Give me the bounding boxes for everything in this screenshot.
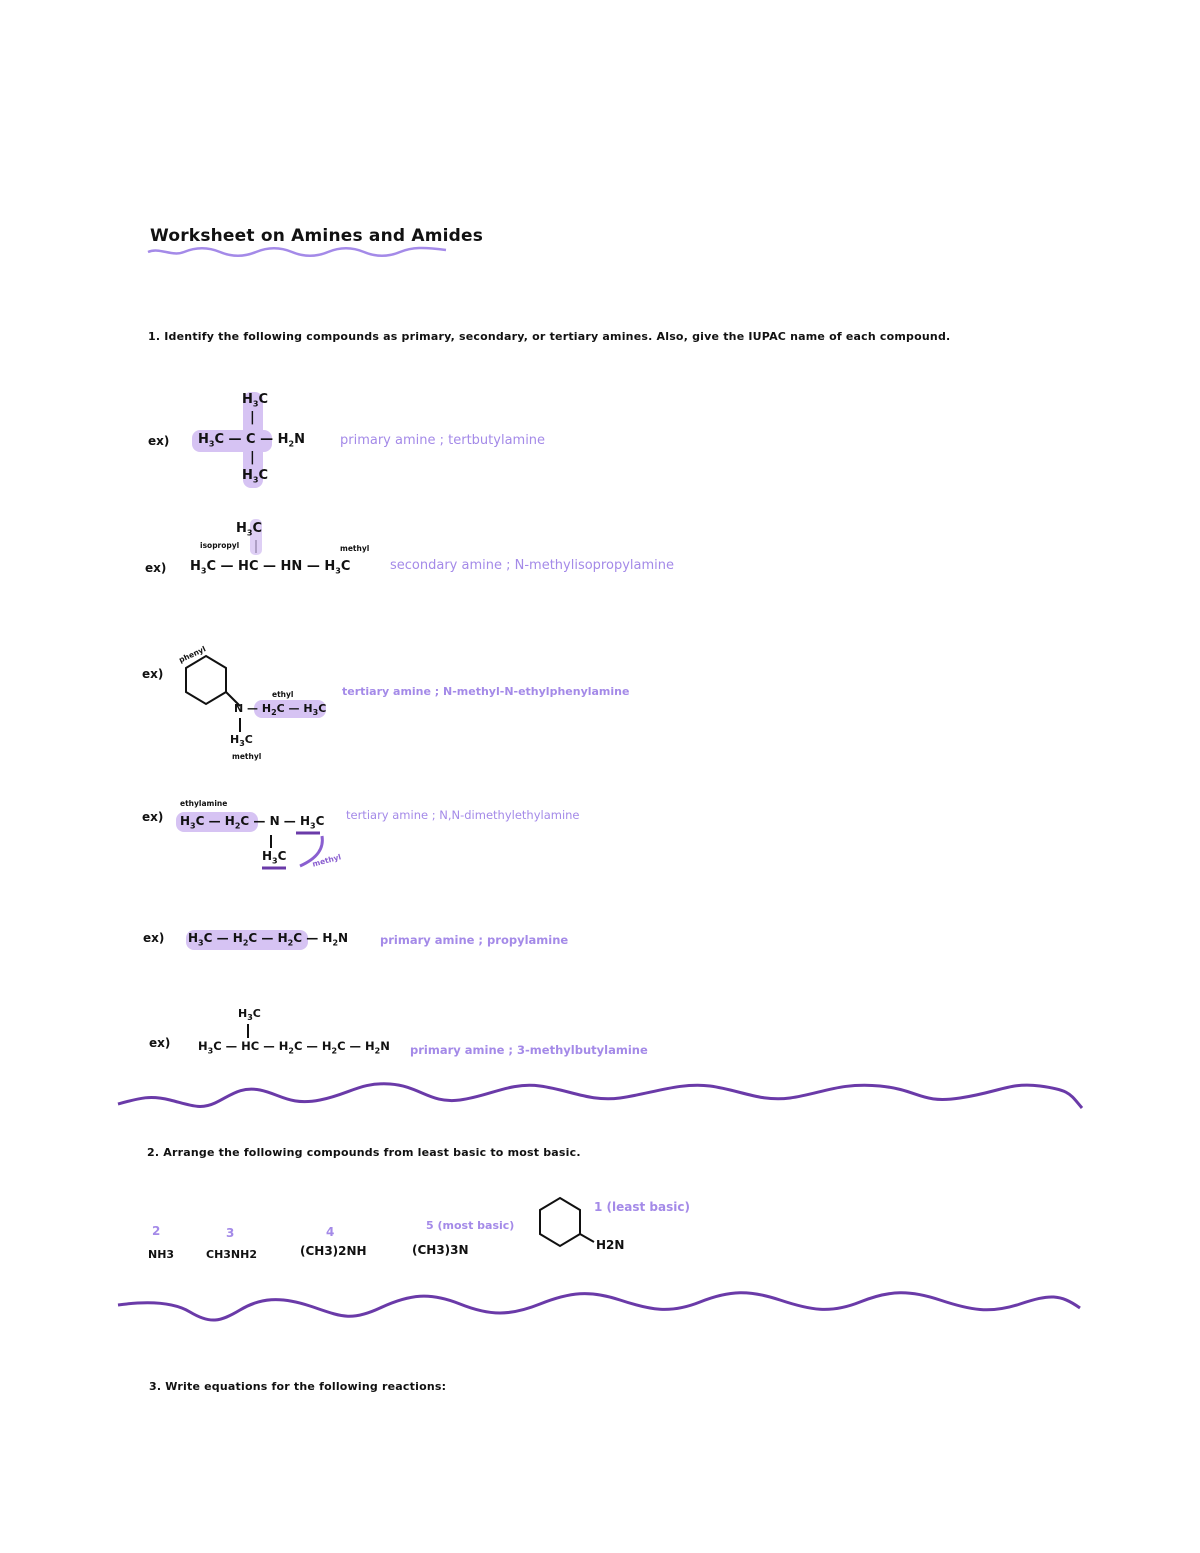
ex3-note-ethyl: ethyl (272, 690, 294, 699)
q2-bond-ring-n (580, 1234, 594, 1242)
q2-rank-dimethylamine: 4 (326, 1225, 335, 1239)
ex6-answer: primary amine ; 3-methylbutylamine (410, 1043, 648, 1057)
ex3-benzene-ring (186, 656, 226, 704)
ex6-formula-top: $H_3C$ (238, 1007, 261, 1023)
ex3-formula-n: N — $H_2C$ — $H_3C$ (234, 702, 327, 718)
ex4-label: ex) (142, 810, 164, 824)
ex5-formula: $H_3C$ — $H_2C$ — $H_2C$ — $H_2N$ (188, 931, 349, 948)
ex6-formula-main: $H_3C$ — HC — $H_2C$ — $H_2C$ — $H_2N$ (198, 1039, 390, 1056)
ex3-formula-bottom: $H_3C$ (230, 733, 253, 749)
ex1-answer: primary amine ; tertbutylamine (340, 433, 546, 448)
title-underline (148, 248, 446, 256)
ex6-label: ex) (149, 1036, 171, 1050)
q3-prompt: 3. Write equations for the following reactions: (149, 1380, 447, 1393)
q2-formula-dimethylamine: (CH3)2NH (300, 1244, 367, 1258)
ex1-bond-top: | (250, 410, 255, 425)
ex3-answer: tertiary amine ; N-methyl-N-ethylphenylamine (342, 685, 630, 698)
ex3-note-phenyl: phenyl (177, 644, 208, 665)
page-title: Worksheet on Amines and Amides (150, 226, 484, 246)
ex3-note-methyl: methyl (232, 752, 262, 761)
q2-rank-ch3nh2: 3 (226, 1226, 235, 1240)
q1-prompt: 1. Identify the following compounds as primary, secondary, or tertiary amines. Also, give the IUPAC name of each compound. (148, 330, 951, 343)
q2-prompt: 2. Arrange the following compounds from least basic to most basic. (147, 1146, 581, 1159)
ex1-label: ex) (148, 434, 170, 448)
ex4-formula-main: $H_3C$ — $H_2C$ — N — $H_3C$ (180, 814, 325, 831)
ex4-answer: tertiary amine ; N,N-dimethylethylamine (346, 808, 580, 822)
ex4-note-ethylamine: ethylamine (180, 799, 228, 808)
q2-formula-nh3: NH3 (148, 1248, 175, 1261)
q2-benzene-ring (540, 1198, 580, 1246)
ex5-label: ex) (143, 931, 165, 945)
ex2-note-isopropyl: isopropyl (200, 541, 240, 550)
ex5-answer: primary amine ; propylamine (380, 933, 569, 947)
ex2-formula-top: $H_3C$ (236, 521, 263, 538)
ex1-formula-top: $H_3C$ (242, 392, 269, 409)
q2-formula-trimethylamine: (CH3)3N (412, 1243, 469, 1257)
ex1-formula-main: $H_3C$ — C — $H_2N$ (198, 432, 306, 449)
q2-rank-aniline: 1 (least basic) (594, 1200, 690, 1214)
ex3-label: ex) (142, 667, 164, 681)
ex1-bond-bottom: | (250, 450, 255, 465)
ex2-label: ex) (145, 561, 167, 575)
ex2-formula-main: $H_3C$ — HC — HN — $H_3C$ (190, 559, 351, 576)
q2-rank-trimethylamine: 5 (most basic) (426, 1219, 515, 1232)
divider-wave-1 (118, 1084, 1082, 1108)
ex4-note-methyl: methyl (311, 852, 342, 869)
divider-wave-2 (118, 1293, 1080, 1320)
ex2-note-methyl: methyl (340, 544, 370, 553)
q2-formula-ch3nh2: CH3NH2 (206, 1248, 257, 1261)
ex1-formula-bottom: $H_3C$ (242, 468, 269, 485)
ex4-formula-bottom: $H_3C$ (262, 849, 287, 866)
ex2-answer: secondary amine ; N-methylisopropylamine (390, 558, 674, 573)
q2-rank-nh3: 2 (152, 1224, 161, 1238)
q2-formula-aniline: H2N (596, 1238, 625, 1252)
